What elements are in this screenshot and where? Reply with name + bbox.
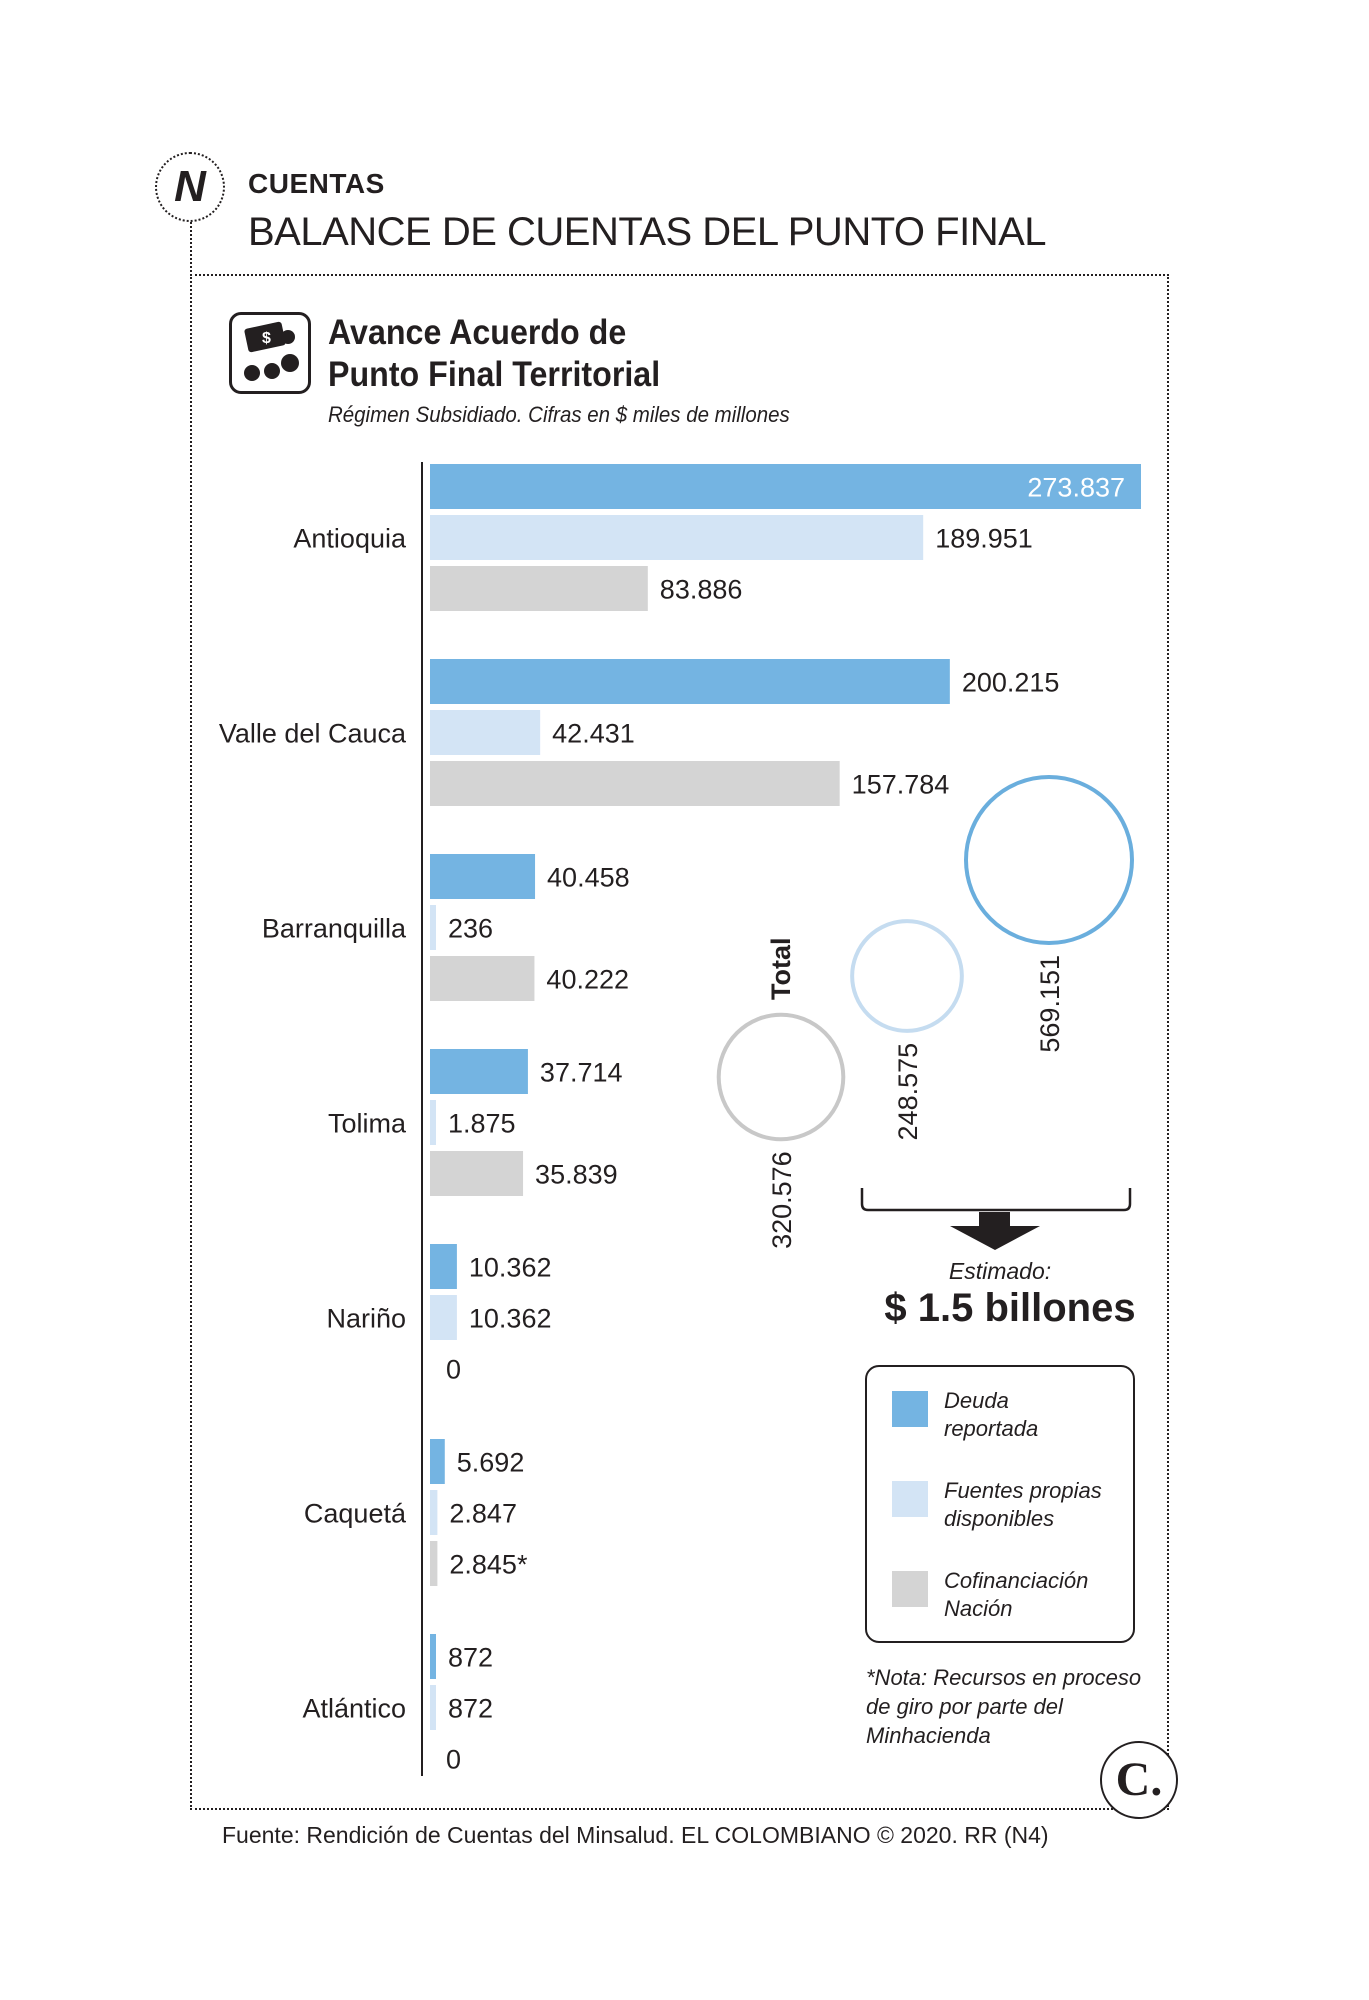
data-label: 0: [446, 1354, 462, 1385]
chart-subtitle: Régimen Subsidiado. Cifras en $ miles de millones: [328, 402, 790, 427]
legend-label-line: Deuda: [944, 1388, 1009, 1413]
legend-label-line: disponibles: [944, 1506, 1055, 1531]
legend-swatch: [892, 1481, 928, 1517]
bracket: [862, 1188, 1130, 1210]
category-label: Nariño: [326, 1303, 406, 1334]
bar: [430, 566, 648, 611]
legend-label-line: Cofinanciación: [944, 1568, 1089, 1593]
data-label: 40.458: [547, 862, 630, 893]
bar: [430, 854, 535, 899]
data-label: 872: [448, 1642, 494, 1673]
data-label: 872: [448, 1693, 494, 1724]
source-credit: Fuente: Rendición de Cuentas del Minsalud. EL COLOMBIANO © 2020. RR (N4): [222, 1822, 1049, 1848]
total-bubble: [852, 921, 962, 1031]
bar: [430, 1634, 436, 1679]
total-bubble: [719, 1015, 844, 1140]
data-label: 42.431: [552, 718, 635, 749]
data-label: 0: [446, 1744, 462, 1775]
bar: [430, 905, 436, 950]
data-label: 200.215: [961, 667, 1060, 698]
category-label: Atlántico: [302, 1693, 406, 1724]
total-title: Total: [766, 937, 796, 1000]
category-label: Antioquia: [293, 523, 406, 554]
svg-text:$: $: [262, 330, 271, 347]
estimate-value: $ 1.5 billones: [884, 1286, 1136, 1330]
footnote: *Nota: Recursos en proceso de giro por parte del Minhacienda: [866, 1665, 1142, 1748]
total-value-label: 569.151: [1035, 955, 1065, 1053]
el-colombiano-logo: [1100, 1741, 1178, 1819]
legend-label-line: Fuentes propias: [944, 1478, 1102, 1503]
category-label: Barranquilla: [261, 913, 406, 944]
logo-letter: N: [174, 162, 206, 211]
bar: [430, 956, 534, 1001]
bar: [430, 515, 923, 560]
bar: [430, 1490, 437, 1535]
data-label: 37.714: [539, 1057, 623, 1088]
bar: [430, 1151, 523, 1196]
category-label: Caquetá: [303, 1498, 406, 1529]
legend-label-line: Nación: [944, 1596, 1013, 1621]
bar: [430, 659, 950, 704]
data-label: 10.362: [468, 1252, 552, 1283]
total-value-label: 320.576: [767, 1151, 797, 1249]
data-label: 236: [448, 913, 494, 944]
bar: [430, 1685, 436, 1730]
legend: [865, 1365, 1135, 1643]
data-label: 5.692: [456, 1447, 525, 1478]
section-label: CUENTAS: [248, 168, 385, 199]
legend-label: [944, 1477, 1134, 1533]
bar: [430, 710, 540, 755]
data-label: 10.362: [468, 1303, 552, 1334]
data-label: 83.886: [659, 574, 743, 605]
page-title: BALANCE DE CUENTAS DEL PUNTO FINAL: [248, 210, 1046, 254]
data-label: 157.784: [851, 769, 950, 800]
legend-swatch: [892, 1571, 928, 1607]
total-bubble: [966, 777, 1132, 943]
data-label: 2.845*: [449, 1549, 528, 1580]
bar: [430, 1541, 437, 1586]
legend-label: [944, 1567, 1134, 1623]
bar: [430, 1049, 528, 1094]
legend-swatch: [892, 1391, 928, 1427]
chart-title-line1: Avance Acuerdo de: [328, 313, 627, 352]
bar: [430, 1295, 457, 1340]
data-label: 189.951: [935, 523, 1033, 554]
logo-letter: C.: [1115, 1753, 1163, 1806]
total-value-label: 248.575: [893, 1042, 923, 1141]
bar: [430, 1439, 445, 1484]
bar: [430, 761, 840, 806]
category-label: Valle del Cauca: [218, 718, 406, 749]
data-label: 2.847: [449, 1498, 517, 1529]
data-label: 35.839: [535, 1159, 618, 1190]
chart-title-line2: Punto Final Territorial: [328, 355, 661, 394]
data-label: 273.837: [1027, 472, 1125, 503]
estimate-label: Estimado:: [948, 1258, 1052, 1284]
data-label: 1.875: [448, 1108, 516, 1139]
data-label: 40.222: [546, 964, 630, 995]
legend-label-line: reportada: [944, 1416, 1039, 1441]
bar: [430, 1244, 457, 1289]
down-arrow-icon: [950, 1212, 1040, 1250]
legend-label: [944, 1387, 1134, 1443]
category-label: Tolima: [327, 1108, 406, 1139]
bar: [430, 1100, 436, 1145]
